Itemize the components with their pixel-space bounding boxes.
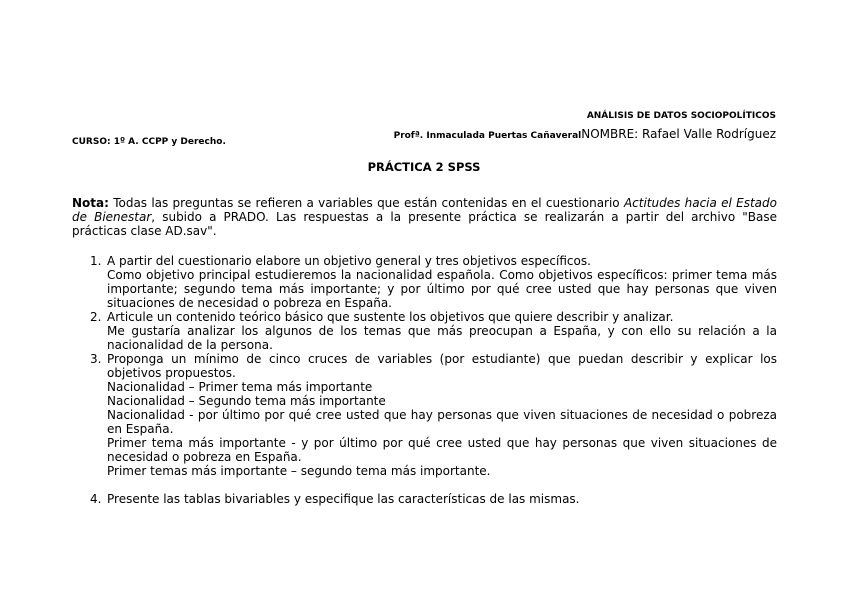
page-title: PRÁCTICA 2 SPSS	[367, 160, 481, 174]
question-list	[72, 254, 777, 506]
professor-name: Profª. Inmaculada Puertas Cañaveral	[393, 131, 582, 141]
list-item	[72, 254, 777, 310]
note-paragraph	[72, 196, 777, 238]
variable-cross: Nacionalidad – Primer tema más importante	[107, 380, 373, 394]
course-info: CURSO: 1º A. CCPP y Derecho.	[72, 137, 226, 147]
item-question: A partir del cuestionario elabore un objetivo general y tres objetivos específicos.	[107, 254, 591, 268]
item-question: Articule un contenido teórico básico que sustente los objetivos que quiere describir y analizar.	[107, 310, 674, 324]
header-author-line	[394, 123, 776, 142]
item-number: 4.	[90, 492, 102, 506]
item-number: 2.	[90, 310, 102, 324]
item-question: Presente las tablas bivariables y especifique las características de las mismas.	[107, 492, 580, 506]
note-text-after: , subido a PRADO. Las respuestas a la presente práctica se realizarán a partir del archivo "Base prácticas clase AD.sav".	[72, 210, 778, 238]
list-item	[72, 492, 777, 506]
item-answer: Me gustaría analizar los algunos de los temas que más preocupan a España, y con ello su relación a la nacionalidad de la persona.	[107, 324, 777, 352]
variable-cross: Primer temas más importante – segundo tema más importante.	[107, 464, 491, 478]
item-answer: Como objetivo principal estudieremos la nacionalidad española. Como objetivos específicos: primer tema más importante; segundo tema más importante; y por último por qué cree usted que hay personas que viven situaciones de necesidad o pobreza en España.	[107, 268, 777, 310]
list-item	[72, 352, 777, 478]
item-number: 1.	[90, 254, 102, 268]
item-question: Proponga un mínimo de cinco cruces de variables (por estudiante) que puedan describir y explicar los objetivos propuestos.	[107, 352, 777, 380]
note-text-before: Todas las preguntas se refieren a variables que están contenidas en el cuestionario	[108, 196, 624, 210]
course-title: ANÁLISIS DE DATOS SOCIOPOLÍTICOS	[586, 111, 776, 121]
variable-cross: Nacionalidad – Segundo tema más importante	[107, 394, 386, 408]
list-item	[72, 310, 777, 352]
questionnaire-title: Actitudes hacia el Estado de Bienestar	[72, 196, 777, 224]
student-name: NOMBRE: Rafael Valle Rodríguez	[581, 127, 776, 141]
note-label: Nota:	[72, 196, 109, 210]
item-number: 3.	[90, 352, 102, 366]
variable-cross: Nacionalidad - por último por qué cree usted que hay personas que viven situaciones de necesidad o pobreza en España.	[107, 408, 777, 436]
variable-cross: Primer tema más importante - y por último por qué cree usted que hay personas que viven situaciones de necesidad o pobreza en España.	[107, 436, 777, 464]
